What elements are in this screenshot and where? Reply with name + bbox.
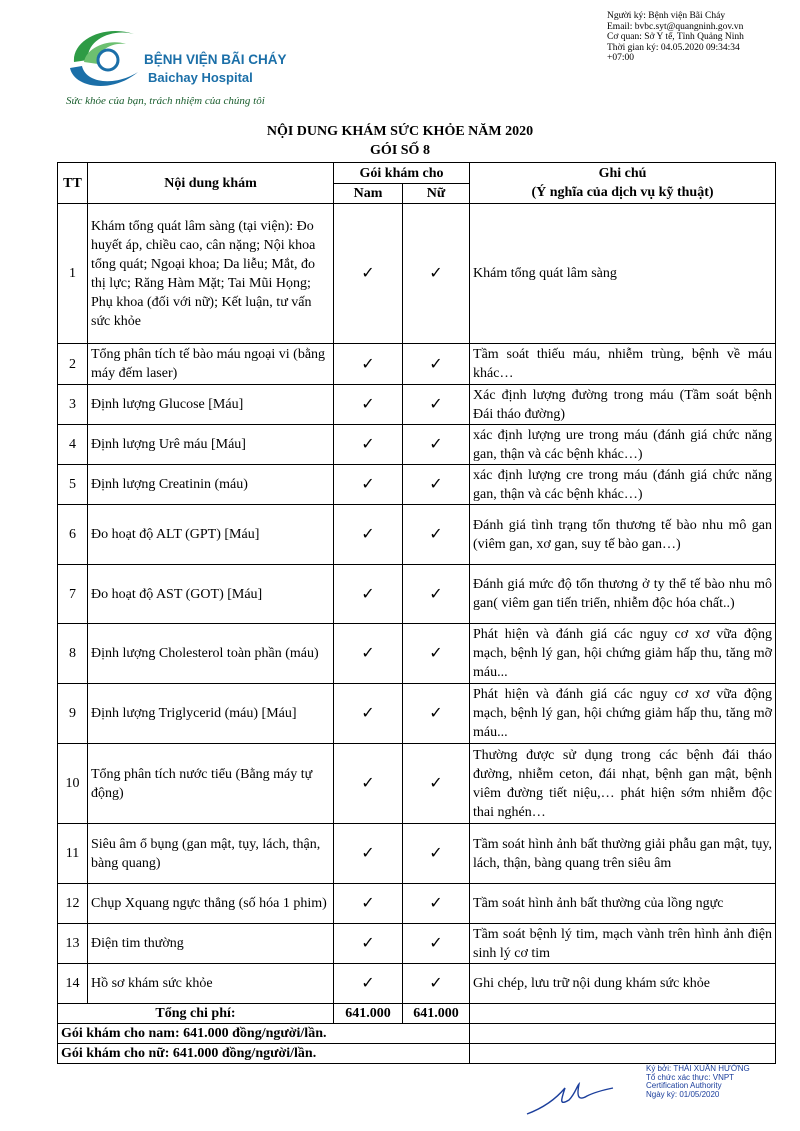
male-check-icon: ✓ — [334, 624, 403, 684]
hospital-logo — [64, 22, 294, 112]
row-content: Tổng phân tích nước tiểu (Bằng máy tự động) — [88, 744, 334, 824]
footer-female-empty — [470, 1044, 776, 1064]
row-tt: 7 — [58, 565, 88, 624]
row-note: Tầm soát hình ảnh bất thường của lồng ngực — [470, 884, 776, 924]
row-content: Đo hoạt độ AST (GOT) [Máu] — [88, 565, 334, 624]
row-content: Chụp Xquang ngực thẳng (số hóa 1 phim) — [88, 884, 334, 924]
table-row — [58, 684, 776, 744]
row-content: Khám tổng quát lâm sàng (tại viện): Đo huyết áp, chiều cao, cân nặng; Nội khoa tổng quát; Ngoại khoa; Da liễu; Mắt, đo thị lực; Răng Hàm Mặt; Tai Mũi Họng; Phụ khoa (đối với nữ); Kết luận, tư vấn sức khỏe — [88, 204, 334, 344]
row-note: xác định lượng ure trong máu (đánh giá chức năng gan, thận và các bệnh khác…) — [470, 425, 776, 465]
row-note: Đánh giá tình trạng tổn thương tế bào nhu mô gan (viêm gan, xơ gan, suy tế bào gan…) — [470, 505, 776, 565]
female-check-icon: ✓ — [403, 465, 470, 505]
header-tt: TT — [58, 163, 88, 204]
e-signature-info — [646, 1065, 796, 1099]
signature-mark-icon — [525, 1078, 615, 1118]
hospital-slogan: Sức khỏe của bạn, trách nhiệm của chúng tôi — [66, 95, 265, 107]
female-check-icon: ✓ — [403, 565, 470, 624]
row-tt: 12 — [58, 884, 88, 924]
logo-emblem-icon — [64, 22, 144, 94]
table-row — [58, 565, 776, 624]
row-note: Khám tổng quát lâm sàng — [470, 204, 776, 344]
header-male: Nam — [334, 184, 403, 204]
male-check-icon: ✓ — [334, 744, 403, 824]
hospital-name-en: Baichay Hospital — [148, 70, 253, 85]
footer-male-price: Gói khám cho nam: 641.000 đồng/người/lần. — [58, 1024, 470, 1044]
table-row — [58, 884, 776, 924]
row-note: Phát hiện và đánh giá các nguy cơ xơ vữa động mạch, bệnh lý gan, hội chứng giảm hấp thu, tăng mỡ máu... — [470, 684, 776, 744]
row-content: Siêu âm ổ bụng (gan mật, tụy, lách, thận, bàng quang) — [88, 824, 334, 884]
total-note-empty — [470, 1004, 776, 1024]
signer-timezone: +07:00 — [607, 53, 634, 63]
header-female: Nữ — [403, 184, 470, 204]
row-note: Ghi chép, lưu trữ nội dung khám sức khỏe — [470, 964, 776, 1004]
table-row — [58, 425, 776, 465]
signer-agency: Cơ quan: Sở Y tế, Tỉnh Quảng Ninh — [607, 32, 744, 42]
exam-content-table — [57, 162, 776, 1064]
row-tt: 14 — [58, 964, 88, 1004]
female-check-icon: ✓ — [403, 624, 470, 684]
female-check-icon: ✓ — [403, 884, 470, 924]
hospital-name-vi: BỆNH VIỆN BÃI CHÁY — [144, 52, 287, 67]
table-row — [58, 505, 776, 565]
row-note: Tầm soát bệnh lý tim, mạch vành trên hình ảnh điện sinh lý cơ tim — [470, 924, 776, 964]
table-row — [58, 204, 776, 344]
male-check-icon: ✓ — [334, 505, 403, 565]
package-title: GÓI SỐ 8 — [370, 143, 430, 158]
row-tt: 2 — [58, 344, 88, 385]
footer-row-female — [58, 1044, 776, 1064]
male-check-icon: ✓ — [334, 204, 403, 344]
total-row — [58, 1004, 776, 1024]
male-check-icon: ✓ — [334, 964, 403, 1004]
header-package: Gói khám cho — [334, 163, 470, 184]
table-row — [58, 624, 776, 684]
header-content: Nội dung khám — [88, 163, 334, 204]
row-tt: 5 — [58, 465, 88, 505]
row-tt: 4 — [58, 425, 88, 465]
esign-signer: Ký bởi: THÁI XUÂN HƯỜNG — [646, 1064, 750, 1073]
male-check-icon: ✓ — [334, 565, 403, 624]
esign-date: Ngày ký: 01/05/2020 — [646, 1089, 720, 1099]
row-note: Phát hiện và đánh giá các nguy cơ xơ vữa động mạch, bệnh lý gan, hội chứng giảm hấp thu, tăng mỡ máu... — [470, 624, 776, 684]
male-check-icon: ✓ — [334, 684, 403, 744]
female-check-icon: ✓ — [403, 744, 470, 824]
header-note — [470, 163, 776, 204]
total-male: 641.000 — [334, 1004, 403, 1024]
row-content: Tổng phân tích tế bào máu ngoại vi (bằng máy đếm laser) — [88, 344, 334, 385]
row-note: Xác định lượng đường trong máu (Tầm soát bệnh Đái tháo đường) — [470, 385, 776, 425]
row-tt: 13 — [58, 924, 88, 964]
female-check-icon: ✓ — [403, 924, 470, 964]
male-check-icon: ✓ — [334, 884, 403, 924]
row-content: Hồ sơ khám sức khỏe — [88, 964, 334, 1004]
male-check-icon: ✓ — [334, 385, 403, 425]
table-row — [58, 824, 776, 884]
row-note: Thường được sử dụng trong các bệnh đái tháo đường, nhiễm ceton, đái nhạt, bệnh gan mật, bệnh viêm đường tiết niệu,… phát hiện sớm nhiễm độc thai nghén… — [470, 744, 776, 824]
signer-name: Người ký: Bệnh viện Bãi Cháy — [607, 11, 726, 21]
table-row — [58, 385, 776, 425]
esign-org: Tổ chức xác thực: VNPT — [646, 1072, 735, 1082]
row-note: Tầm soát thiếu máu, nhiễm trùng, bệnh về máu khác… — [470, 344, 776, 385]
total-label: Tổng chi phí: — [58, 1004, 334, 1024]
row-tt: 9 — [58, 684, 88, 744]
signer-email: Email: bvbc.syt@quangninh.gov.vn — [607, 21, 744, 32]
table-row — [58, 924, 776, 964]
female-check-icon: ✓ — [403, 204, 470, 344]
footer-row-male — [58, 1024, 776, 1044]
header-note-title: Ghi chú — [598, 166, 647, 181]
female-check-icon: ✓ — [403, 964, 470, 1004]
table-row — [58, 744, 776, 824]
row-tt: 3 — [58, 385, 88, 425]
page-title: NỘI DUNG KHÁM SỨC KHỎE NĂM 2020 — [266, 124, 534, 139]
male-check-icon: ✓ — [334, 425, 403, 465]
row-content: Định lượng Creatinin (máu) — [88, 465, 334, 505]
total-female: 641.000 — [403, 1004, 470, 1024]
row-content: Đo hoạt độ ALT (GPT) [Máu] — [88, 505, 334, 565]
signer-time: Thời gian ký: 04.05.2020 09:34:34 — [607, 42, 740, 53]
row-content: Điện tim thường — [88, 924, 334, 964]
row-note: Đánh giá mức độ tổn thương ở ty thể tế bào nhu mô gan( viêm gan tiến triển, nhiễm độc hóa chất..) — [470, 565, 776, 624]
row-tt: 10 — [58, 744, 88, 824]
row-tt: 11 — [58, 824, 88, 884]
esign-ca: Certification Authority — [646, 1081, 722, 1090]
row-note: xác định lượng cre trong máu (đánh giá chức năng gan, thận và các bệnh khác…) — [470, 465, 776, 505]
table-row — [58, 964, 776, 1004]
header-note-subtitle: (Ý nghĩa của dịch vụ kỹ thuật) — [531, 185, 714, 200]
female-check-icon: ✓ — [403, 344, 470, 385]
footer-male-empty — [470, 1024, 776, 1044]
female-check-icon: ✓ — [403, 824, 470, 884]
footer-female-price: Gói khám cho nữ: 641.000 đồng/người/lần. — [58, 1044, 470, 1064]
male-check-icon: ✓ — [334, 824, 403, 884]
male-check-icon: ✓ — [334, 924, 403, 964]
row-content: Định lượng Urê máu [Máu] — [88, 425, 334, 465]
digital-signature-info — [607, 11, 792, 64]
row-tt: 1 — [58, 204, 88, 344]
female-check-icon: ✓ — [403, 684, 470, 744]
row-content: Định lượng Glucose [Máu] — [88, 385, 334, 425]
male-check-icon: ✓ — [334, 465, 403, 505]
row-content: Định lượng Cholesterol toàn phần (máu) — [88, 624, 334, 684]
row-tt: 8 — [58, 624, 88, 684]
row-note: Tầm soát hình ảnh bất thường giải phẫu gan mật, tụy, lách, thận, bàng quang trên siêu âm — [470, 824, 776, 884]
table-row — [58, 465, 776, 505]
female-check-icon: ✓ — [403, 425, 470, 465]
table-row — [58, 344, 776, 385]
female-check-icon: ✓ — [403, 505, 470, 565]
row-content: Định lượng Triglycerid (máu) [Máu] — [88, 684, 334, 744]
row-tt: 6 — [58, 505, 88, 565]
female-check-icon: ✓ — [403, 385, 470, 425]
male-check-icon: ✓ — [334, 344, 403, 385]
